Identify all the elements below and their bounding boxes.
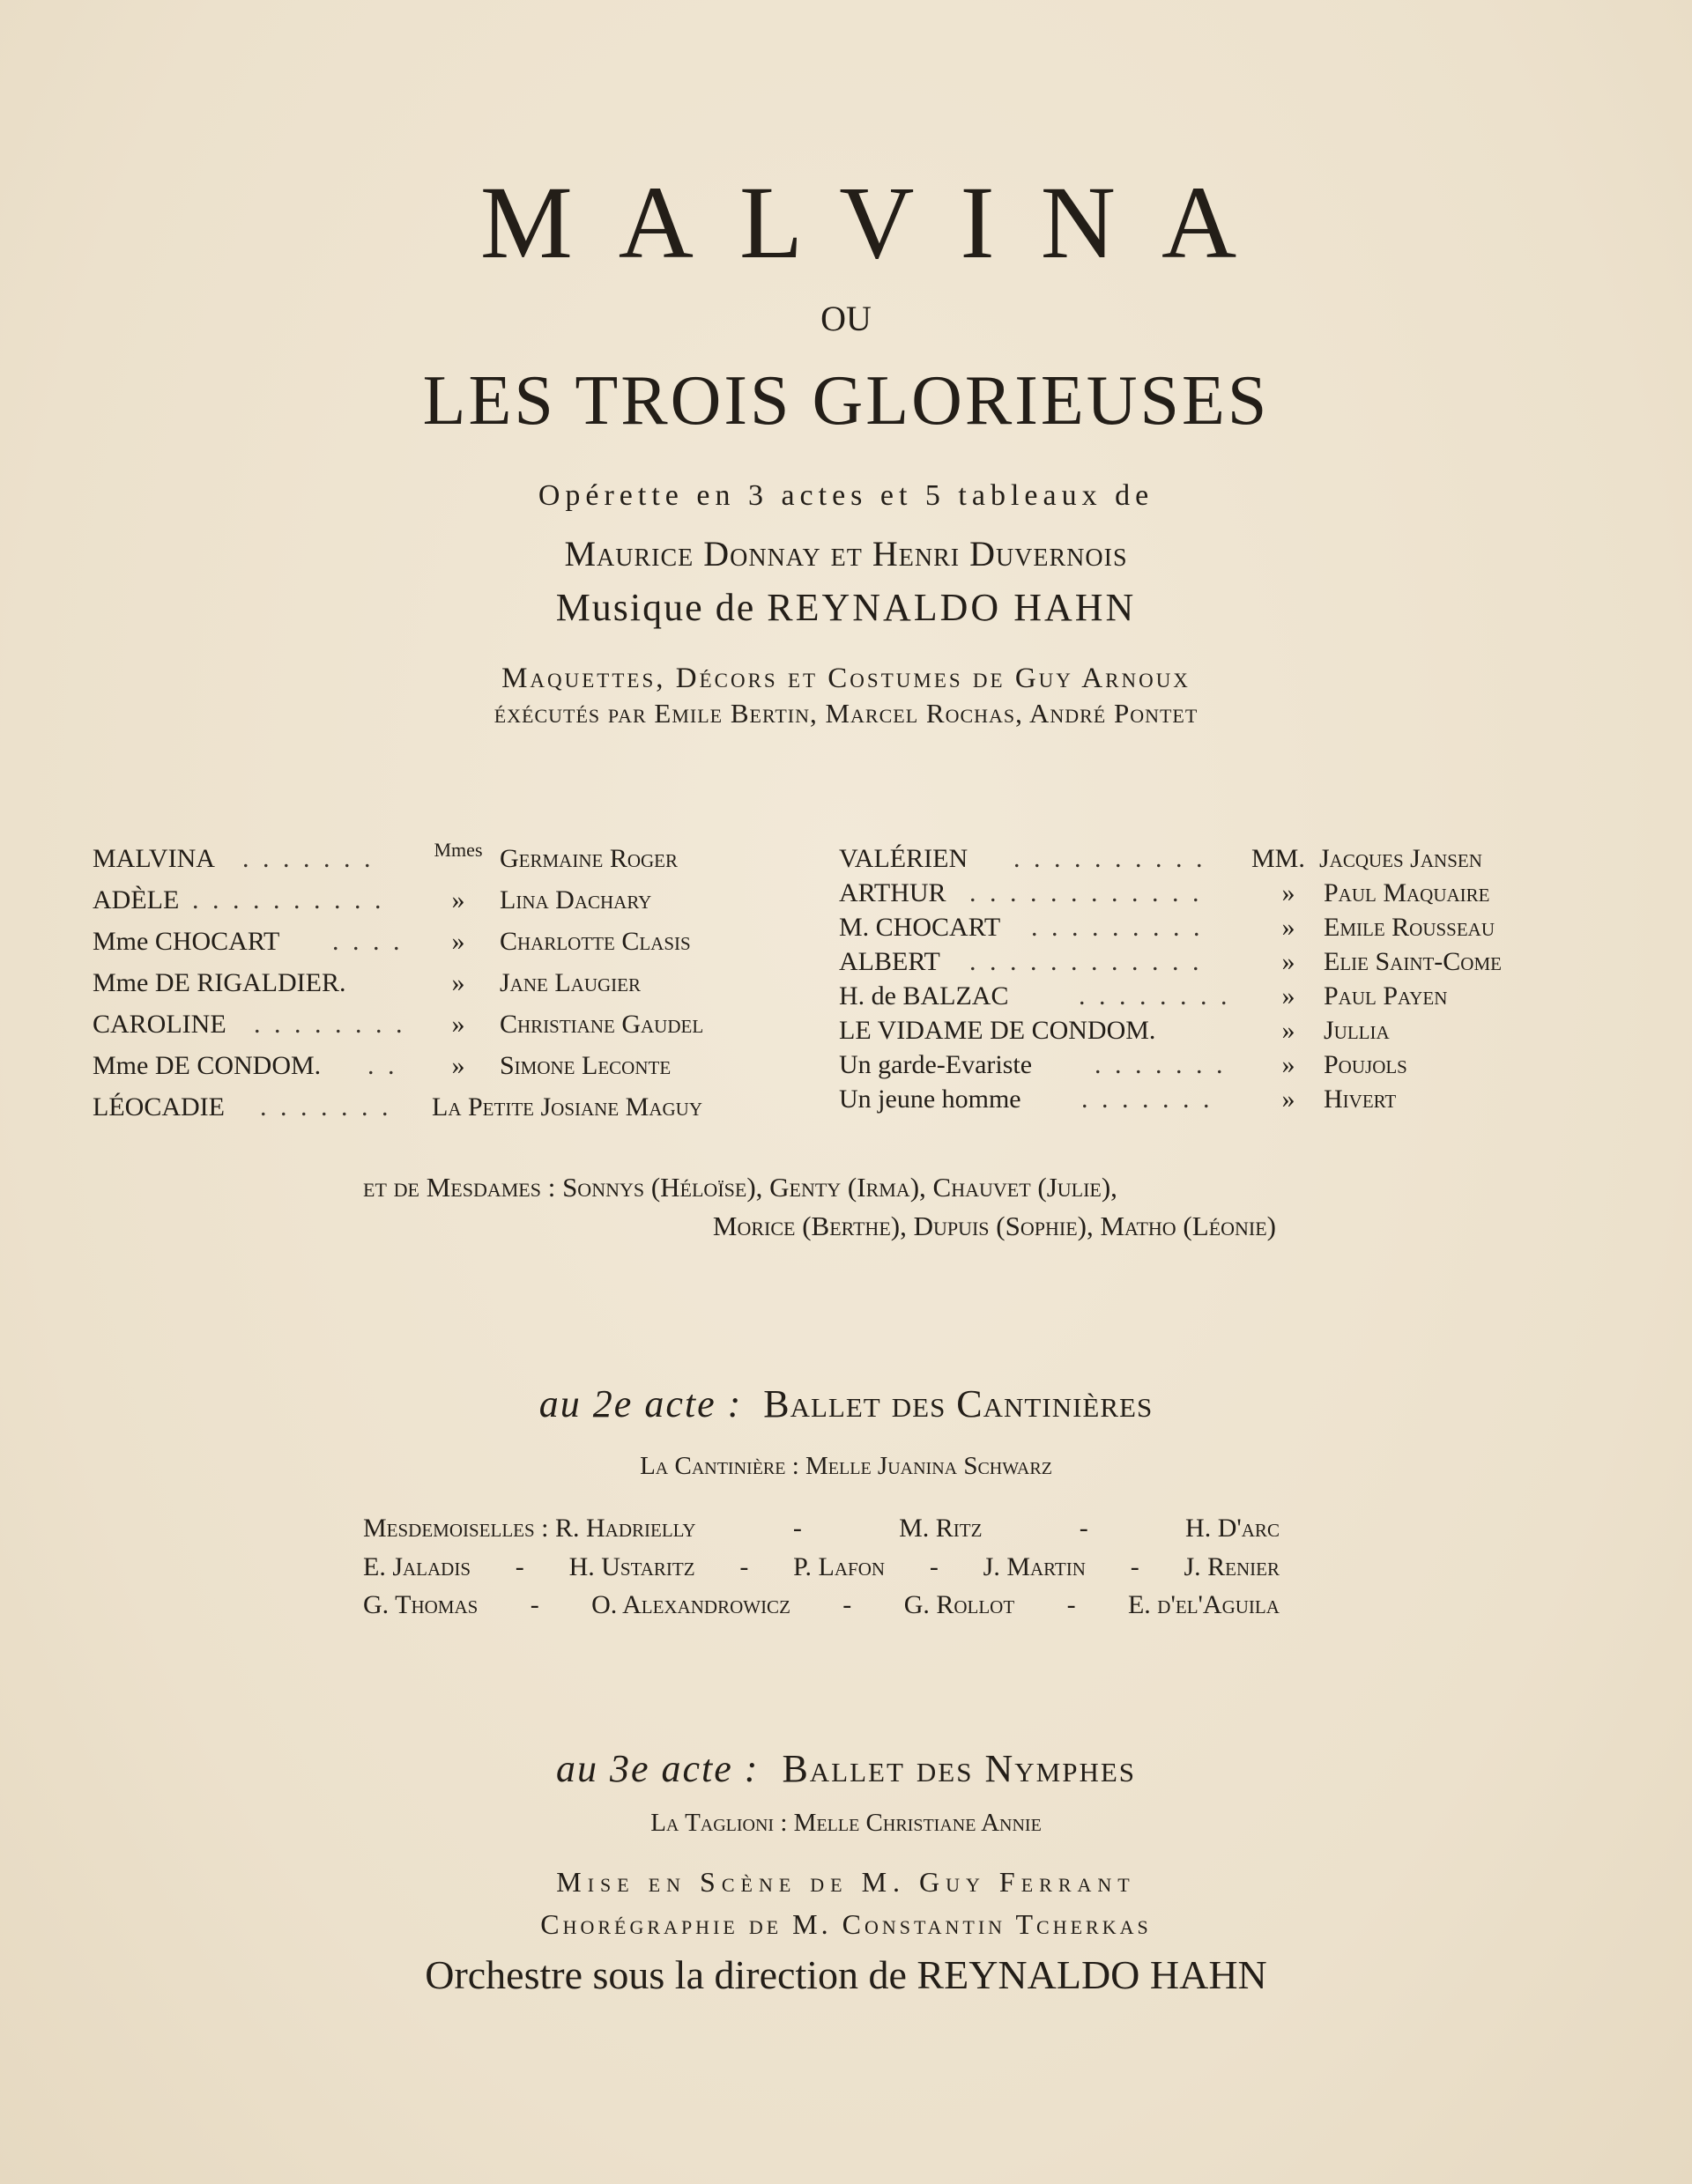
cast-row — [839, 981, 1562, 1016]
choreography-credit: Chorégraphie de M. Constantin Tcherkas — [540, 1908, 1152, 1940]
role-name: ALBERT — [839, 947, 940, 976]
role-name: MALVINA — [93, 844, 215, 873]
cast-row — [93, 885, 815, 927]
composer-name: REYNALDO HAHN — [767, 586, 1137, 629]
ditto-marker: » — [451, 1051, 465, 1080]
dancer: H. Ustaritz — [568, 1552, 695, 1581]
leader-dots: . . . . — [332, 927, 404, 956]
separator: - — [515, 1552, 524, 1581]
role-name: H. de BALZAC — [839, 981, 1009, 1011]
executed-line: éxécutés par Emile Bertin, Marcel Rochas, André Pontet — [494, 698, 1198, 729]
dancer: O. Alexandrowicz — [591, 1590, 790, 1619]
leader-dots: . . . . . . . . — [254, 1010, 406, 1039]
cast-row — [839, 844, 1562, 878]
role-name: Mme DE RIGALDIER. — [93, 968, 346, 997]
separator: - — [792, 1514, 802, 1543]
cast-row — [839, 1085, 1562, 1119]
dancer: G. Thomas — [363, 1590, 479, 1619]
cast-row — [839, 878, 1562, 913]
act-3-ballet: Ballet des Nymphes — [782, 1747, 1137, 1790]
actor-name: La Petite Josiane Maguy — [432, 1092, 702, 1122]
dancer: M. Ritz — [899, 1514, 983, 1543]
actor-name: Jacques Jansen — [1319, 844, 1482, 873]
actor-name: Jane Laugier — [500, 968, 641, 997]
role-name: LÉOCADIE — [93, 1092, 225, 1122]
orchestra-credit: Orchestre sous la direction de REYNALDO HAHN — [425, 1952, 1267, 1997]
leader-dots: . . . . . . . . . — [1031, 913, 1204, 942]
ditto-marker: » — [1281, 1085, 1295, 1114]
supporting-ladies-line-2: Morice (Berthe), Dupuis (Sophie), Matho (Léonie) — [712, 1210, 1276, 1241]
actor-name: Hivert — [1324, 1085, 1397, 1114]
actor-name: Charlotte Clasis — [500, 927, 691, 956]
ditto-marker: » — [451, 927, 465, 956]
ditto-marker: » — [451, 968, 465, 997]
ditto-marker: » — [1281, 981, 1295, 1011]
ditto-marker: » — [1281, 878, 1295, 907]
actor-name: Elie Saint-Come — [1324, 947, 1502, 976]
staging-credit: Mise en Scène de M. Guy Ferrant — [556, 1866, 1136, 1898]
actor-name: Emile Rousseau — [1324, 913, 1495, 942]
design-line: Maquettes, Décors et Costumes de Guy Arnoux — [501, 663, 1191, 694]
separator: - — [1079, 1514, 1088, 1543]
ditto-marker: » — [1281, 1016, 1295, 1045]
ditto-marker: » — [1281, 913, 1295, 942]
dancers-row-1 — [363, 1514, 1280, 1544]
dancers-row-2 — [363, 1552, 1280, 1582]
music-prefix: Musique de — [555, 586, 756, 629]
leader-dots: . . . . . . . . . . . . — [969, 947, 1203, 976]
ditto-marker: » — [1281, 947, 1295, 976]
role-name: M. CHOCART — [839, 913, 1001, 942]
separator: - — [739, 1552, 749, 1581]
title-marker: Mmes — [434, 839, 483, 861]
actor-name: Christiane Gaudel — [500, 1010, 704, 1039]
actor-name: Poujols — [1324, 1050, 1407, 1079]
cast-row — [93, 839, 815, 885]
cast-row — [93, 968, 815, 1010]
dancer: G. Rollot — [903, 1590, 1015, 1619]
act-3-taglioni: La Taglioni : Melle Christiane Annie — [650, 1809, 1042, 1837]
leader-dots: . . . . . . . . . . — [1013, 844, 1206, 873]
dancer: H. D'arc — [1185, 1514, 1280, 1543]
cast-list-women — [93, 839, 815, 1134]
role-name: CAROLINE — [93, 1010, 226, 1039]
role-name: Un jeune homme — [839, 1085, 1021, 1114]
music-line — [0, 585, 1692, 630]
dancer: J. Martin — [983, 1552, 1086, 1581]
leader-dots: . . . . . . . — [1095, 1050, 1227, 1079]
ditto-marker: » — [451, 1010, 465, 1039]
cast-row — [839, 1016, 1562, 1050]
act-2-heading — [0, 1381, 1692, 1426]
cast-row — [93, 1092, 815, 1134]
act-2-label: au 2e acte : — [538, 1382, 743, 1425]
actor-name: Paul Payen — [1324, 981, 1448, 1011]
dancer: P. Lafon — [793, 1552, 886, 1581]
dancer: E. Jaladis — [363, 1552, 471, 1581]
act-2-ballet: Ballet des Cantinières — [763, 1382, 1154, 1425]
cast-row — [93, 927, 815, 968]
leader-dots: . . . . . . . . . . . . — [969, 878, 1203, 907]
leader-dots: . . — [367, 1051, 398, 1080]
leader-dots: . . . . . . . — [260, 1092, 392, 1122]
leader-dots: . . . . . . . — [1081, 1085, 1213, 1114]
actor-name: Lina Dachary — [500, 885, 652, 914]
role-name: ADÈLE — [93, 885, 180, 914]
ditto-marker: » — [1281, 1050, 1295, 1079]
dancer: J. Renier — [1184, 1552, 1280, 1581]
role-name: Un garde-Evariste — [839, 1050, 1033, 1079]
ditto-marker: » — [451, 885, 465, 914]
opera-title: MALVINA — [479, 165, 1283, 280]
actor-name: Simone Leconte — [500, 1051, 672, 1080]
act-2-cantiniere: La Cantinière : Melle Juanina Schwarz — [640, 1452, 1052, 1480]
act-3-heading — [0, 1746, 1692, 1791]
cast-row — [839, 947, 1562, 981]
cast-list-men — [839, 844, 1562, 1119]
cast-row — [93, 1010, 815, 1051]
cast-row — [839, 1050, 1562, 1085]
opera-subtitle: LES TROIS GLORIEUSES — [422, 362, 1270, 440]
dancer: Mesdemoiselles : R. Hadrielly — [363, 1514, 696, 1543]
role-name: ARTHUR — [839, 878, 946, 907]
separator: - — [530, 1590, 539, 1619]
actor-name: Paul Maquaire — [1324, 878, 1490, 907]
title-marker: MM. — [1251, 844, 1305, 873]
role-name: Mme DE CONDOM. — [93, 1051, 322, 1080]
leader-dots: . . . . . . . — [242, 844, 375, 873]
actor-name: Germaine Roger — [500, 844, 678, 873]
genre-line: Opérette en 3 actes et 5 tableaux de — [538, 479, 1154, 512]
separator: - — [842, 1590, 852, 1619]
supporting-ladies-line-1: et de Mesdames : Sonnys (Héloïse), Genty (Irma), Chauvet (Julie), — [363, 1172, 1117, 1203]
role-name: LE VIDAME DE CONDOM. — [839, 1016, 1156, 1045]
dancers-row-3 — [363, 1590, 1280, 1620]
separator: - — [1066, 1590, 1076, 1619]
leader-dots: . . . . . . . . . . — [192, 885, 385, 914]
separator: - — [929, 1552, 939, 1581]
act-3-label: au 3e acte : — [555, 1747, 760, 1790]
authors-line: Maurice Donnay et Henri Duvernois — [564, 534, 1128, 574]
separator: - — [1130, 1552, 1139, 1581]
leader-dots: . . . . . . . . — [1079, 981, 1231, 1011]
role-name: Mme CHOCART — [93, 927, 280, 956]
dancer: E. d'el'Aguila — [1127, 1590, 1280, 1619]
role-name: VALÉRIEN — [839, 844, 968, 873]
cast-row — [839, 913, 1562, 947]
cast-row — [93, 1051, 815, 1092]
title-conjunction: OU — [820, 299, 872, 338]
actor-name: Jullia — [1324, 1016, 1390, 1045]
